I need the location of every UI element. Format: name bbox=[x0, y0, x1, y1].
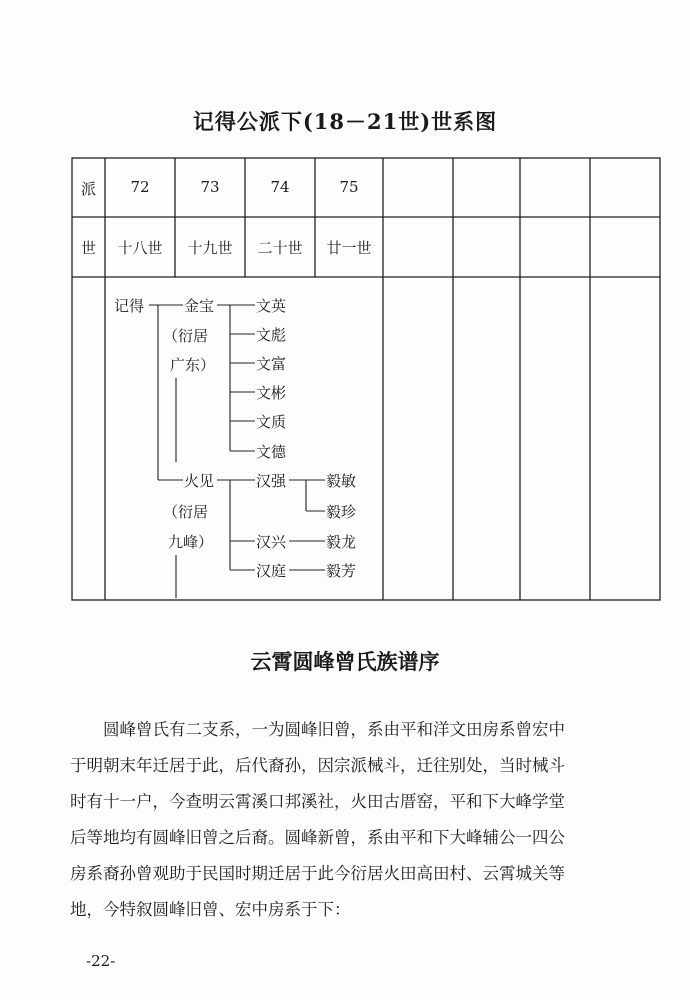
tree-connectors bbox=[149, 305, 325, 598]
branch1-child: 文英 bbox=[256, 297, 287, 315]
branch1-child: 文质 bbox=[256, 413, 287, 431]
paragraph-line: 后等地均有圆峰旧曾之后裔。圆峰新曾，系由平和下大峰辅公一四公 bbox=[70, 828, 565, 847]
section-title: 云霄圆峰曾氏族谱序 bbox=[250, 650, 440, 674]
branch2-child: 汉兴 bbox=[256, 533, 287, 551]
grandchild: 毅芳 bbox=[326, 562, 357, 580]
page-number: -22- bbox=[86, 952, 116, 970]
paragraph-line: 房系裔孙曾观助于民国时期迁居于此今衍居火田高田村、云霄城关等 bbox=[70, 864, 565, 883]
generation-21: 廿一世 bbox=[326, 239, 372, 257]
generation-18: 十八世 bbox=[117, 239, 163, 257]
row-label-shi: 世 bbox=[80, 239, 96, 257]
paragraph-line: 于明朝末年迁居于此，后代裔孙，因宗派械斗，迁往别处，当时械斗 bbox=[70, 756, 565, 775]
branch2-name: 火见 bbox=[184, 472, 215, 490]
grandchild: 毅珍 bbox=[326, 503, 357, 521]
branch2-note-line2: 九峰） bbox=[168, 533, 214, 551]
branch1-child: 文彪 bbox=[256, 326, 287, 344]
paragraph-line: 圆峰曾氏有二支系，一为圆峰旧曾，系由平和洋文田房系曾宏中 bbox=[70, 720, 565, 739]
branch1-child: 文彬 bbox=[256, 384, 287, 402]
branch1-child: 文德 bbox=[256, 443, 287, 461]
branch1-child: 文富 bbox=[256, 355, 287, 373]
branch1-note-line2: 广东） bbox=[170, 356, 216, 374]
tree-root: 记得 bbox=[114, 297, 145, 315]
branch2-child: 汉强 bbox=[256, 472, 287, 490]
branch1-name: 金宝 bbox=[184, 297, 215, 315]
generation-20: 二十世 bbox=[257, 239, 303, 257]
grandchild: 毅敏 bbox=[326, 472, 357, 490]
pai-number-73: 73 bbox=[200, 178, 220, 196]
branch1-note-line1: （衍居 bbox=[163, 327, 209, 345]
row-label-pai: 派 bbox=[80, 180, 96, 198]
branch2-note-line1: （衍居 bbox=[163, 503, 209, 521]
paragraph-line: 时有十一户，今查明云霄溪口邦溪社，火田古厝窑，平和下大峰学堂 bbox=[70, 792, 565, 811]
grandchild: 毅龙 bbox=[326, 533, 357, 551]
generation-19: 十九世 bbox=[187, 239, 233, 257]
paragraph-line: 地，今特叙圆峰旧曾、宏中房系于下： bbox=[70, 900, 351, 919]
branch2-child: 汉庭 bbox=[256, 562, 287, 580]
chart-title: 记得公派下(18－21世)世系图 bbox=[192, 109, 498, 134]
pai-number-72: 72 bbox=[130, 178, 150, 196]
pai-number-75: 75 bbox=[339, 178, 359, 196]
pai-number-74: 74 bbox=[270, 178, 290, 196]
